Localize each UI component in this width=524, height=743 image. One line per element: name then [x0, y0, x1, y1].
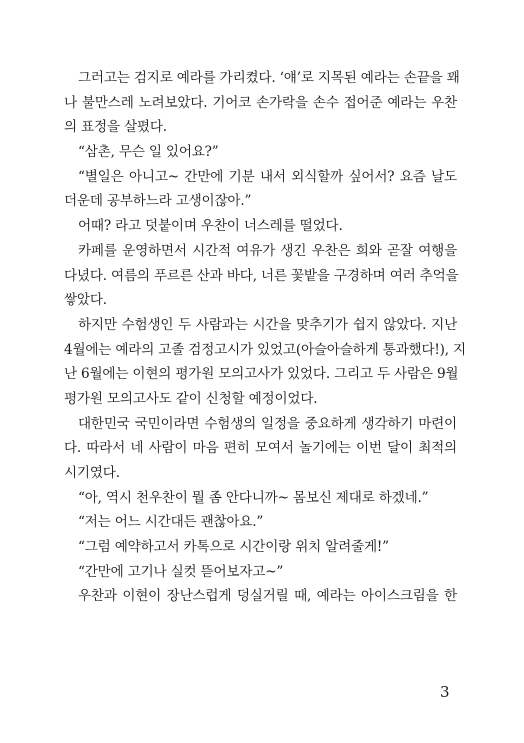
- text-line: 대한민국 국민이라면 수험생의 일정을 중요하게 생각하기 마련이: [78, 415, 457, 432]
- text-line: 우찬과 이현이 장난스럽게 덩실거릴 때, 예라는 아이스크림을 한: [78, 588, 457, 605]
- text-line: 쌓았다.: [64, 292, 107, 309]
- text-line: “그럼 예약하고서 카톡으로 시간이랑 위치 알려줄게!”: [78, 539, 389, 556]
- text-line: 4월에는 예라의 고졸 검정고시가 있었고(아슬아슬하게 통과했다!), 지: [64, 341, 466, 358]
- text-line: “별일은 아니고~ 간만에 기분 내서 외식할까 싶어서? 요즘 날도: [78, 168, 457, 185]
- text-line: 하지만 수험생인 두 사람과는 시간을 맞추기가 쉽지 않았다. 지난: [78, 316, 457, 333]
- text-line: “아, 역시 천우찬이 뭘 좀 안다니까~ 몸보신 제대로 하겠네.”: [78, 489, 429, 506]
- body-text: [64, 66, 466, 609]
- text-line: 평가원 모의고사도 같이 신청할 예정이었다.: [64, 390, 318, 407]
- text-line: 더운데 공부하느라 고생이잖아.”: [64, 193, 252, 210]
- text-line: 다. 따라서 네 사람이 마음 편히 모여서 놀기에는 이번 달이 최적의: [64, 440, 457, 457]
- text-line: 시기였다.: [64, 465, 120, 481]
- text-line: 카페를 운영하면서 시간적 여유가 생긴 우찬은 희와 곧잘 여행을: [78, 242, 457, 259]
- text-line: 의 표정을 살폈다.: [64, 119, 167, 136]
- text-line: “저는 어느 시간대든 괜찮아요.”: [78, 514, 264, 531]
- text-line: 난 6월에는 이현의 평가원 모의고사가 있었다. 그리고 두 사람은 9월: [64, 366, 459, 383]
- text-line: 어때? 라고 덧붙이며 우찬이 너스레를 떨었다.: [78, 218, 343, 235]
- text-line: 다녔다. 여름의 푸르른 산과 바다, 너른 꽃밭을 구경하며 여러 추억을: [64, 267, 459, 284]
- text-line: 그러고는 검지로 예라를 가리켰다. ‘얘’로 지목된 예라는 손끝을 꽤: [78, 70, 460, 86]
- page-number: 3: [440, 683, 450, 701]
- text-line: 나 불만스레 노려보았다. 기어코 손가락을 손수 접어준 예라는 우찬: [64, 94, 457, 111]
- text-line: “간만에 고기나 실컷 뜯어보자고~”: [78, 563, 284, 580]
- text-line: “삼촌, 무슨 일 있어요?”: [78, 144, 219, 161]
